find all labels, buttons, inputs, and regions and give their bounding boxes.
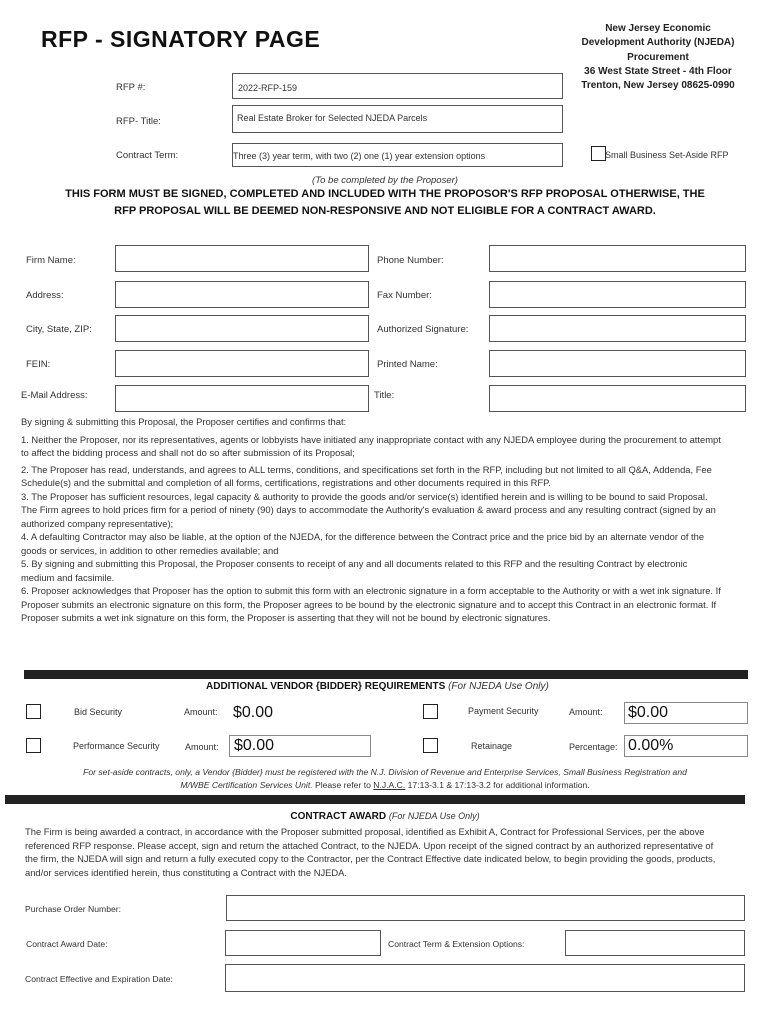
rfp-title-label: RFP- Title: — [116, 116, 161, 127]
bid-amount-label: Amount: — [184, 707, 218, 717]
rfp-title-field[interactable] — [232, 105, 563, 133]
performance-amount-label: Amount: — [185, 742, 219, 752]
agency-line: 36 West State Street - 4th Floor — [584, 65, 732, 77]
agency-line: Development Authority (NJEDA) — [581, 37, 735, 49]
payment-amount-value: $0.00 — [628, 704, 669, 721]
contract-award-date-label: Contract Award Date: — [26, 939, 108, 949]
contract-award-title: CONTRACT AWARD — [290, 811, 387, 822]
payment-security-label: Payment Security — [468, 706, 539, 716]
payment-security-checkbox[interactable] — [423, 704, 438, 719]
payment-amount-label: Amount: — [569, 707, 603, 717]
bid-security-checkbox[interactable] — [26, 704, 41, 719]
rfp-number-value: 2022-RFP-159 — [238, 83, 298, 93]
certification-item: 1. Neither the Proposer, nor its representatives, agents or lobbyists have initiated any inappropriate contact with any NJEDA employee during the procurement to attempt to affect the bidding process and shall not do so after submission of its Proposal; — [21, 433, 721, 458]
warning-line-2: RFP PROPOSAL WILL BE DEEMED NON-RESPONSIVE AND NOT ELIGIBLE FOR A CONTRACT AWARD. — [114, 205, 656, 217]
completion-note: (To be completed by the Proposer) — [312, 175, 458, 186]
contract-award-text: The Firm is being awarded a contract, in accordance with the Proposer submitted proposal, identified as Exhibit A, Contract for Professional Services, per the above referenced RFP response. Please accept, sign and return the attached Contract, to the NJEDA. Upon receipt of the signed contract by an authorized representative of the firm, the NJEDA will sign and return a fully executed copy to the Contractor, per the Contract Effective date indicated below, to begin providing the goods, products, and/or services identified herein, thus constituting a Contract with the NJEDA. — [25, 826, 716, 878]
retainage-checkbox[interactable] — [423, 738, 438, 753]
page-title: RFP - SIGNATORY PAGE — [41, 26, 321, 52]
rfp-number-label: RFP #: — [116, 82, 146, 93]
performance-amount-value: $0.00 — [234, 737, 275, 754]
set-aside-note-part: M/WBE Certification Services Unit. — [180, 780, 313, 790]
performance-security-label: Performance Security — [73, 741, 160, 751]
set-aside-note-line-1: For set-aside contracts, only, a Vendor {Bidder} must be registered with the N.J. Division of Revenue and Enterprise Services, Small Business Registration and — [83, 767, 687, 777]
certification-item: 5. By signing and submitting this Proposal, the Proposer consents to receipt of any and all documents related to this RFP and the resulting Contract by electronic medium and facsimile. — [21, 558, 688, 583]
agency-line: Trenton, New Jersey 08625-0990 — [581, 80, 735, 92]
njac-link[interactable]: N.J.A.C. — [373, 780, 406, 790]
fein-label: FEIN: — [26, 359, 51, 370]
title-field[interactable] — [489, 385, 746, 412]
section-divider — [5, 795, 745, 804]
additional-requirements-title: ADDITIONAL VENDOR {BIDDER} REQUIREMENTS — [206, 681, 446, 692]
city-state-zip-field[interactable] — [115, 315, 369, 342]
additional-requirements-heading — [206, 681, 549, 692]
agency-address — [568, 22, 748, 93]
certification-item: 6. Proposer acknowledges that Proposer has the option to submit this form with an electronic signature in a form acceptable to the Authority or with a wet ink signature. If Proposer submits an electronic signature on this form, the Proposer agrees to be bound by the electronic signature and to accept this Contract in an electronic format. If Proposer submits a wet ink signature on this form, the Proposer is asserting that they will not be bound by electronic signatures. — [21, 585, 721, 623]
percentage-value: 0.00% — [628, 737, 674, 754]
agency-line: Procurement — [627, 51, 689, 63]
fax-number-field[interactable] — [489, 281, 746, 308]
email-address-label: E-Mail Address: — [21, 390, 88, 401]
authorized-signature-field[interactable] — [489, 315, 746, 342]
contract-term-value: Three (3) year term, with two (2) one (1) year extension options — [233, 151, 486, 161]
contract-term-field[interactable] — [232, 143, 563, 167]
phone-number-label: Phone Number: — [377, 255, 444, 266]
printed-name-field[interactable] — [489, 350, 746, 377]
title-label: Title: — [374, 390, 395, 401]
bid-amount-value[interactable]: $0.00 — [233, 704, 274, 721]
certification-section — [21, 415, 721, 625]
set-aside-note-part: Please refer to — [314, 780, 371, 790]
percentage-label: Percentage: — [569, 742, 618, 752]
percentage-field[interactable] — [624, 735, 748, 757]
purchase-order-label: Purchase Order Number: — [25, 904, 121, 914]
set-aside-note-part: 17:13-3.1 & 17:13-3.2 for additional information. — [407, 780, 590, 790]
city-state-zip-label: City, State, ZIP: — [26, 324, 92, 335]
certification-item: 2. The Proposer has read, understands, and agrees to ALL terms, conditions, and specifications set forth in the RFP, including but not limited to all Q&A, Addenda, Fee Schedule(s) and the submittal and completion of all forms, certifications, registrations and other documents required in this RFP. — [21, 463, 712, 488]
contract-award-heading — [0, 811, 770, 822]
payment-amount-field[interactable] — [624, 702, 748, 724]
retainage-label: Retainage — [471, 741, 513, 751]
certification-intro: By signing & submitting this Proposal, the Proposer certifies and confirms that: — [21, 416, 347, 427]
contract-award-date-field[interactable] — [225, 930, 381, 956]
contract-term-label: Contract Term: — [116, 150, 179, 161]
small-business-label: Small Business Set-Aside RFP — [605, 150, 729, 160]
performance-security-checkbox[interactable] — [26, 738, 41, 753]
fax-number-label: Fax Number: — [377, 290, 432, 301]
phone-number-field[interactable] — [489, 245, 746, 272]
performance-amount-field[interactable] — [229, 735, 371, 757]
firm-name-field[interactable] — [115, 245, 369, 272]
agency-line: New Jersey Economic — [605, 23, 711, 34]
address-field[interactable] — [115, 281, 369, 308]
certification-item: 3. The Proposer has sufficient resources, legal capacity & authority to provide the goods and/or service(s) identified herein and is willing to be bound to said Proposal. The Firm agrees to hold prices firm for a period of ninety (90) days to accommodate the Authority's evaluation & award process and any resulting contract (signed by an authorized company representative); — [21, 490, 716, 529]
rfp-number-field[interactable] — [232, 73, 563, 99]
effective-expiration-label: Contract Effective and Expiration Date: — [25, 974, 173, 984]
contract-term-extension-field[interactable] — [565, 930, 745, 956]
printed-name-label: Printed Name: — [377, 359, 438, 370]
bid-security-label: Bid Security — [74, 707, 123, 717]
set-aside-note-line-2 — [0, 780, 770, 790]
email-address-field[interactable] — [115, 385, 369, 412]
section-divider — [24, 670, 748, 679]
fein-field[interactable] — [115, 350, 369, 377]
address-label: Address: — [26, 290, 64, 301]
contract-award-note: (For NJEDA Use Only) — [388, 811, 480, 821]
contract-term-extension-label: Contract Term & Extension Options: — [388, 939, 525, 949]
firm-name-label: Firm Name: — [26, 255, 76, 266]
certification-item: 4. A defaulting Contractor may also be liable, at the option of the NJEDA, for the difference between the Contract price and the price bid by an alternate vendor of the goods or services, in addition to other remedies available; and — [21, 531, 705, 556]
purchase-order-field[interactable] — [226, 895, 745, 921]
warning-line-1: THIS FORM MUST BE SIGNED, COMPLETED AND INCLUDED WITH THE PROPOSOR'S RFP PROPOSAL OTHERWISE, THE — [65, 188, 705, 200]
effective-expiration-field[interactable] — [225, 964, 745, 992]
small-business-checkbox[interactable] — [591, 146, 606, 161]
rfp-title-value: Real Estate Broker for Selected NJEDA Parcels — [237, 113, 428, 123]
authorized-signature-label: Authorized Signature: — [377, 324, 469, 335]
additional-requirements-note: (For NJEDA Use Only) — [448, 681, 549, 692]
